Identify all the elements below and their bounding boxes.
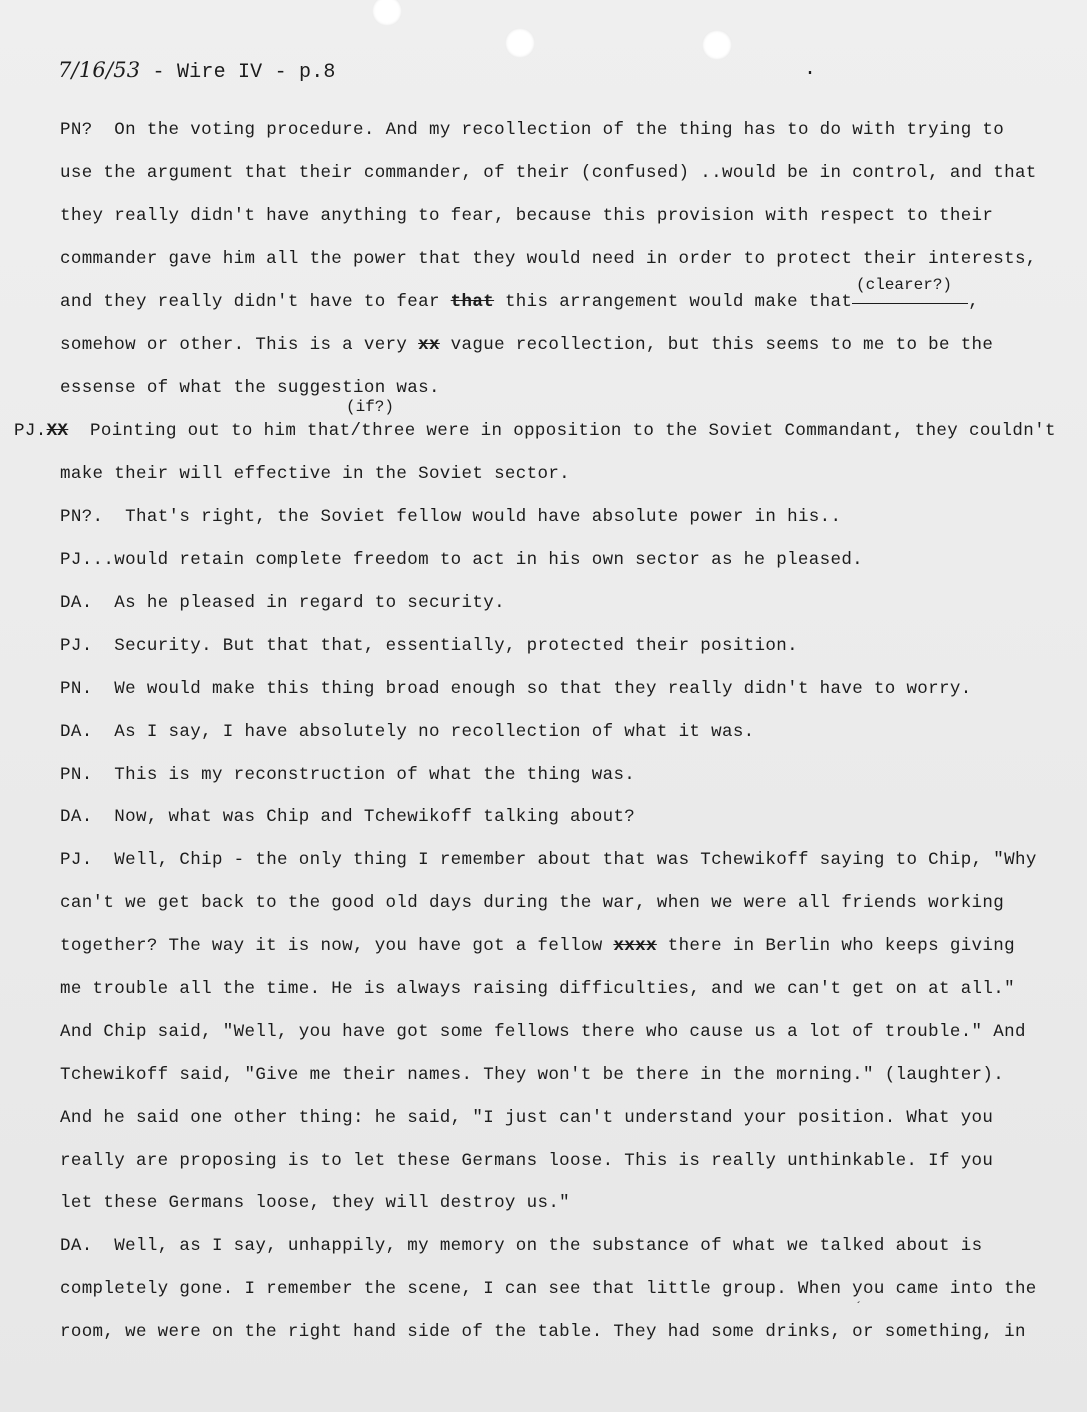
speaker-label: PJ. [60, 636, 93, 656]
blank-line [852, 302, 968, 304]
header-page: p.8 [299, 61, 336, 84]
paragraph-line: DA. Now, what was Chip and Tchewikoff talking about? [60, 807, 636, 827]
paragraph-line: use the argument that their commander, of their (confused) ..would be in control, and that [60, 163, 1037, 183]
paragraph-line: make their will effective in the Soviet sector. [60, 464, 571, 484]
paragraph-line: commander gave him all the power that they would need in order to protect their interests, [60, 249, 1037, 269]
punch-hole [372, 0, 402, 26]
speaker-label: DA. [60, 807, 93, 827]
struck-text: xxxx [613, 936, 657, 956]
paragraph-line: completely gone. I remember the scene, I can see that little group. When you came into the [60, 1279, 1037, 1299]
handwritten-annotation: (if?) [346, 398, 395, 416]
paragraph-line: they really didn't have anything to fear, because this provision with respect to their [60, 206, 994, 226]
paragraph-line: let these Germans loose, they will destroy us." [60, 1193, 571, 1213]
paragraph-line: me trouble all the time. He is always raising difficulties, and we can't get on at all." [60, 979, 1015, 999]
header-title: Wire IV [176, 61, 263, 84]
paragraph-line: room, we were on the right hand side of the table. They had some drinks, or something, in [60, 1322, 1026, 1342]
speaker-label: PJ. [14, 421, 47, 441]
paragraph-line: Tchewikoff said, "Give me their names. They won't be there in the morning." (laughter). [60, 1065, 1005, 1085]
page-header: 7/16/53 - Wire IV - p.8 . [58, 58, 817, 84]
paragraph-line: DA. Well, as I say, unhappily, my memory on the substance of what we talked about is [60, 1236, 983, 1256]
paragraph-line: somehow or other. This is a very xx vague recollection, but this seems to me to be the [60, 335, 994, 355]
punch-hole [702, 30, 732, 60]
punch-hole [505, 28, 535, 58]
handwritten-annotation: (clearer?) [856, 276, 953, 294]
paragraph-line: can't we get back to the good old days during the war, when we were all friends working [60, 893, 1005, 913]
paragraph-line: together? The way it is now, you have got a fellow xxxx there in Berlin who keeps giving [60, 936, 1015, 956]
paragraph-line: PJ.XX Pointing out to him that/three were in opposition to the Soviet Commandant, they couldn't [14, 421, 1056, 441]
speaker-label: PN? [60, 120, 93, 140]
paragraph-line: PN. This is my reconstruction of what the thing was. [60, 765, 636, 785]
header-date: 7/16/53 [58, 58, 141, 82]
paragraph-line: DA. As I say, I have absolutely no recollection of what it was. [60, 722, 755, 742]
speaker-label: PN. [60, 679, 93, 699]
paragraph-line: and they really didn't have to fear that this arrangement would make that , [60, 292, 980, 312]
paragraph-line: PN?. That's right, the Soviet fellow would have absolute power in his.. [60, 507, 842, 527]
struck-text: xx [418, 335, 440, 355]
paragraph-line: essense of what the suggestion was. [60, 378, 440, 398]
speaker-label: PN?. [60, 507, 104, 527]
struck-text: XX [46, 421, 69, 441]
paragraph-line: PN. We would make this thing broad enough so that they really didn't have to worry. [60, 679, 972, 699]
paragraph-line: PJ. Security. But that that, essentially, protected their position. [60, 636, 798, 656]
paragraph-line: DA. As he pleased in regard to security. [60, 593, 505, 613]
speaker-label: PJ... [60, 550, 115, 570]
speaker-label: PJ. [60, 850, 93, 870]
paragraph-line: PJ...would retain complete freedom to act in his own sector as he pleased. [60, 550, 864, 570]
paragraph-line: And Chip said, "Well, you have got some fellows there who cause us a lot of trouble." And [60, 1022, 1026, 1042]
speaker-label: DA. [60, 722, 93, 742]
paragraph-line: PJ. Well, Chip - the only thing I remember about that was Tchewikoff saying to Chip, "Why [60, 850, 1037, 870]
paragraph-line: And he said one other thing: he said, "I just can't understand your position. What you [60, 1108, 994, 1128]
paragraph-line: really are proposing is to let these Germans loose. This is really unthinkable. If you [60, 1151, 994, 1171]
speaker-label: PN. [60, 765, 93, 785]
paragraph-line: PN? On the voting procedure. And my recollection of the thing has to do with trying to [60, 120, 1005, 140]
struck-text: that [450, 292, 495, 312]
speaker-label: DA. [60, 593, 93, 613]
speaker-label: DA. [60, 1236, 93, 1256]
pen-mark: ´ [855, 1300, 863, 1314]
